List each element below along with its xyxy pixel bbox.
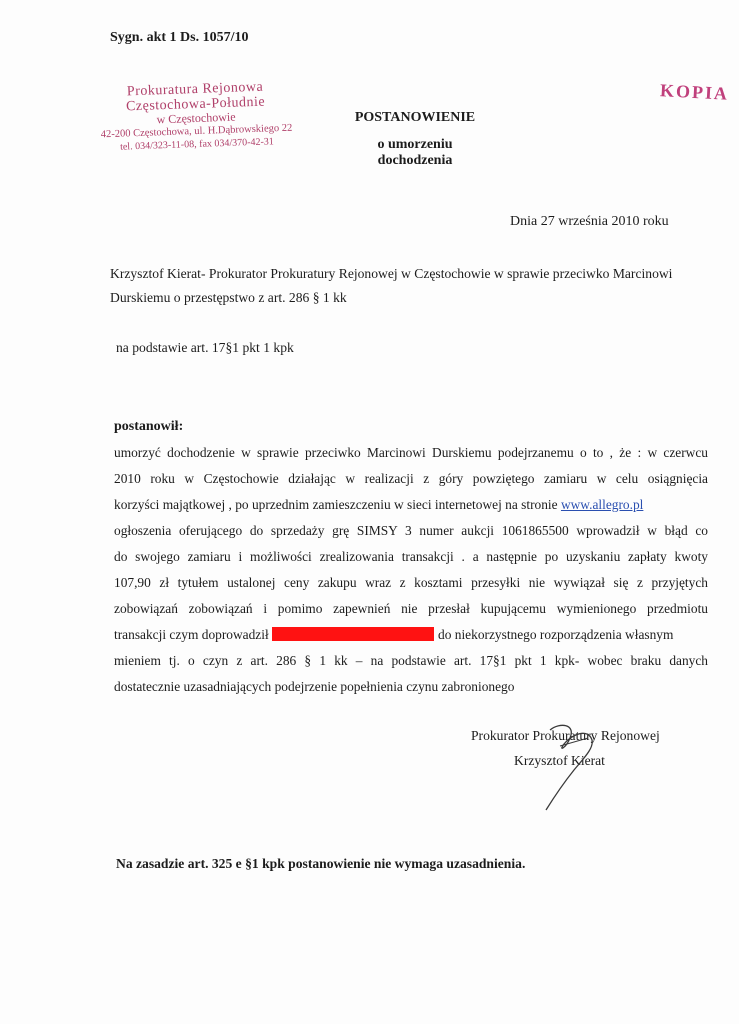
body-line: umorzyć dochodzenie w sprawie przeciwko Marcinowi Durskiemu podejrzanemu o to , że : w czerwcu	[114, 445, 708, 460]
signature-name: Krzysztof Kierat	[514, 753, 605, 768]
stamp-line-1: Prokuratura Rejonowa	[126, 79, 264, 100]
body-line: do swojego zamiaru i możliwości zrealizowania transakcji . a następnie po uzyskaniu zapłaty kwoty	[114, 549, 708, 564]
body-line	[114, 492, 708, 518]
allegro-link[interactable]: www.allegro.pl	[560, 497, 644, 512]
intro-paragraph: Krzysztof Kierat- Prokurator Prokuratury Rejonowej w Częstochowie w sprawie przeciwko Marcinowi Durskiemu o przestępstwo z art. 286 § 1 kk	[110, 266, 673, 305]
signature-role: Prokurator Prokuratury Rejonowej	[471, 728, 660, 743]
stamp-line-2: Częstochowa-Południe	[125, 94, 266, 115]
office-stamp	[85, 78, 307, 155]
redaction-bar	[272, 627, 434, 641]
stamp-line-4: 42-200 Częstochowa, ul. H.Dąbrowskiego 22	[100, 122, 293, 141]
stamp-line-5: tel. 034/323-11-08, fax 034/370-42-31	[119, 136, 275, 153]
legal-basis: na podstawie art. 17§1 pkt 1 kpk	[116, 340, 294, 355]
body-line	[114, 622, 708, 648]
body-line-text: transakcji czym doprowadził	[114, 627, 273, 642]
body-line: 107,90 zł tytułem ustalonej ceny zakupu wraz z kosztami przesyłki nie wywiązał się z przyjętych	[114, 575, 708, 590]
handwritten-signature	[530, 718, 620, 818]
document-title: POSTANOWIENIE	[354, 110, 476, 125]
kopia-stamp: KOPIA	[659, 80, 730, 104]
body-line: ogłoszenia oferującego do sprzedaży grę SIMSY 3 numer aukcji 1061865500 wprowadził w błąd co	[114, 523, 708, 538]
stamp-line-3: w Częstochowie	[156, 109, 236, 127]
case-reference: Sygn. akt 1 Ds. 1057/10	[110, 30, 249, 45]
decision-body	[114, 440, 708, 700]
justification-note: Na zasadzie art. 325 e §1 kpk postanowienie nie wymaga uzasadnienia.	[116, 856, 526, 871]
decision-label: postanowił:	[114, 419, 184, 434]
body-line: zobowiązań zobowiązań i pomimo zapewnień nie przesłał kupującemu wymienionego przedmiotu	[114, 601, 708, 616]
body-line-text: korzyści majątkowej , po uprzednim zamieszczeniu w sieci internetowej na stronie	[114, 497, 561, 512]
body-line: mieniem tj. o czyn z art. 286 § 1 kk – na podstawie art. 17§1 pkt 1 kpk- wobec braku danych	[114, 653, 708, 668]
body-line: dostatecznie uzasadniających podejrzenie popełnienia czynu zabronionego	[114, 679, 515, 694]
document-subtitle: o umorzeniu dochodzenia	[377, 137, 453, 168]
date-line: Dnia 27 września 2010 roku	[510, 214, 669, 229]
body-line-text: do niekorzystnego rozporządzenia własnym	[438, 627, 674, 642]
body-line: 2010 roku w Częstochowie działając w realizacji z góry powziętego zamiaru w celu osiągnięcia	[114, 471, 708, 486]
